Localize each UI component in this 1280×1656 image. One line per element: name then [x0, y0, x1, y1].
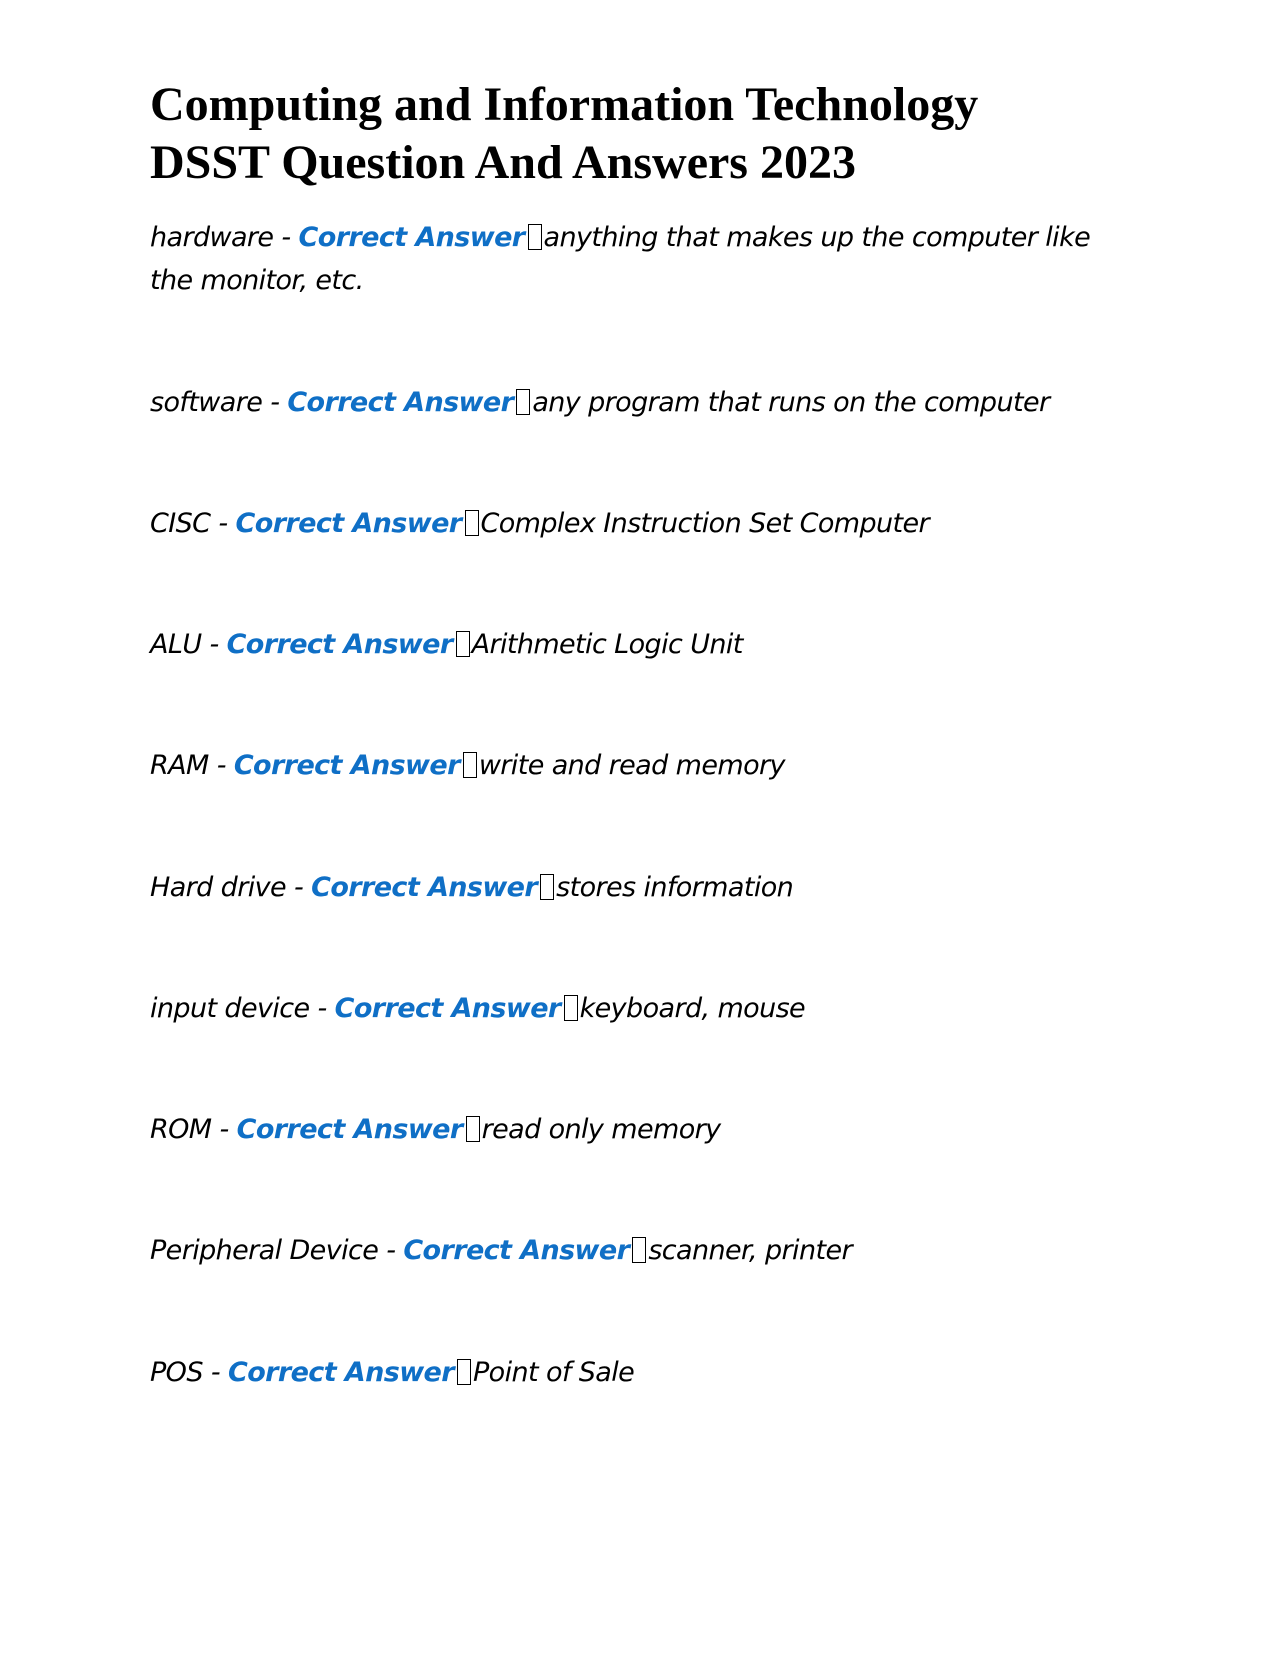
term: ALU: [150, 629, 202, 660]
separator: -: [211, 1114, 237, 1145]
qa-item-software: [150, 381, 1130, 424]
qa-item-input-device: [150, 987, 1130, 1030]
term: software: [150, 387, 263, 418]
missing-glyph-icon: [632, 1237, 646, 1263]
correct-answer-label: Correct Answer: [226, 629, 453, 660]
term: input device: [150, 993, 310, 1024]
qa-item-ram: [150, 744, 1130, 787]
correct-answer-label: Correct Answer: [236, 1114, 463, 1145]
correct-answer-label: Correct Answer: [298, 222, 525, 253]
correct-answer-label: Correct Answer: [227, 1357, 454, 1388]
answer: any program that runs on the computer: [532, 387, 1050, 418]
missing-glyph-icon: [456, 631, 470, 657]
correct-answer-label: Correct Answer: [233, 750, 460, 781]
answer: write and read memory: [478, 750, 785, 781]
answer: keyboard, mouse: [579, 993, 806, 1024]
term: hardware: [150, 222, 274, 253]
answer: anything that makes up the computer like the monitor, etc.: [150, 222, 1091, 296]
missing-glyph-icon: [516, 389, 530, 415]
answer: Complex Instruction Set Computer: [480, 508, 930, 539]
answer: scanner, printer: [648, 1235, 852, 1266]
term: RAM: [150, 750, 209, 781]
qa-item-alu: [150, 623, 1130, 666]
missing-glyph-icon: [457, 1359, 471, 1385]
separator: -: [286, 872, 312, 903]
correct-answer-label: Correct Answer: [334, 993, 561, 1024]
term: CISC: [150, 508, 211, 539]
missing-glyph-icon: [463, 752, 477, 778]
answer: Point of Sale: [472, 1357, 635, 1388]
answer: Arithmetic Logic Unit: [471, 629, 743, 660]
qa-item-hardware: [150, 216, 1130, 302]
qa-item-hard-drive: [150, 866, 1130, 909]
missing-glyph-icon: [466, 1116, 480, 1142]
correct-answer-label: Correct Answer: [235, 508, 462, 539]
qa-item-pos: [150, 1351, 1130, 1394]
qa-item-cisc: [150, 502, 1130, 545]
qa-item-rom: [150, 1108, 1130, 1151]
page-title: [150, 76, 1150, 192]
correct-answer-label: Correct Answer: [287, 387, 514, 418]
term: ROM: [150, 1114, 212, 1145]
missing-glyph-icon: [540, 874, 554, 900]
qa-item-peripheral-device: [150, 1229, 1130, 1272]
correct-answer-label: Correct Answer: [403, 1235, 630, 1266]
separator: -: [210, 508, 236, 539]
term: Peripheral Device: [150, 1235, 379, 1266]
title-line-1: Computing and Information Technology: [150, 78, 979, 131]
separator: -: [201, 629, 227, 660]
correct-answer-label: Correct Answer: [311, 872, 538, 903]
separator: -: [208, 750, 234, 781]
title-line-2: DSST Question And Answers 2023: [150, 136, 856, 189]
separator: -: [273, 222, 299, 253]
answer: stores information: [556, 872, 794, 903]
answer: read only memory: [481, 1114, 721, 1145]
term: POS: [150, 1357, 203, 1388]
separator: -: [202, 1357, 228, 1388]
separator: -: [309, 993, 335, 1024]
missing-glyph-icon: [465, 510, 479, 536]
separator: -: [262, 387, 288, 418]
term: Hard drive: [150, 872, 287, 903]
missing-glyph-icon: [564, 995, 578, 1021]
separator: -: [378, 1235, 404, 1266]
missing-glyph-icon: [528, 224, 542, 250]
